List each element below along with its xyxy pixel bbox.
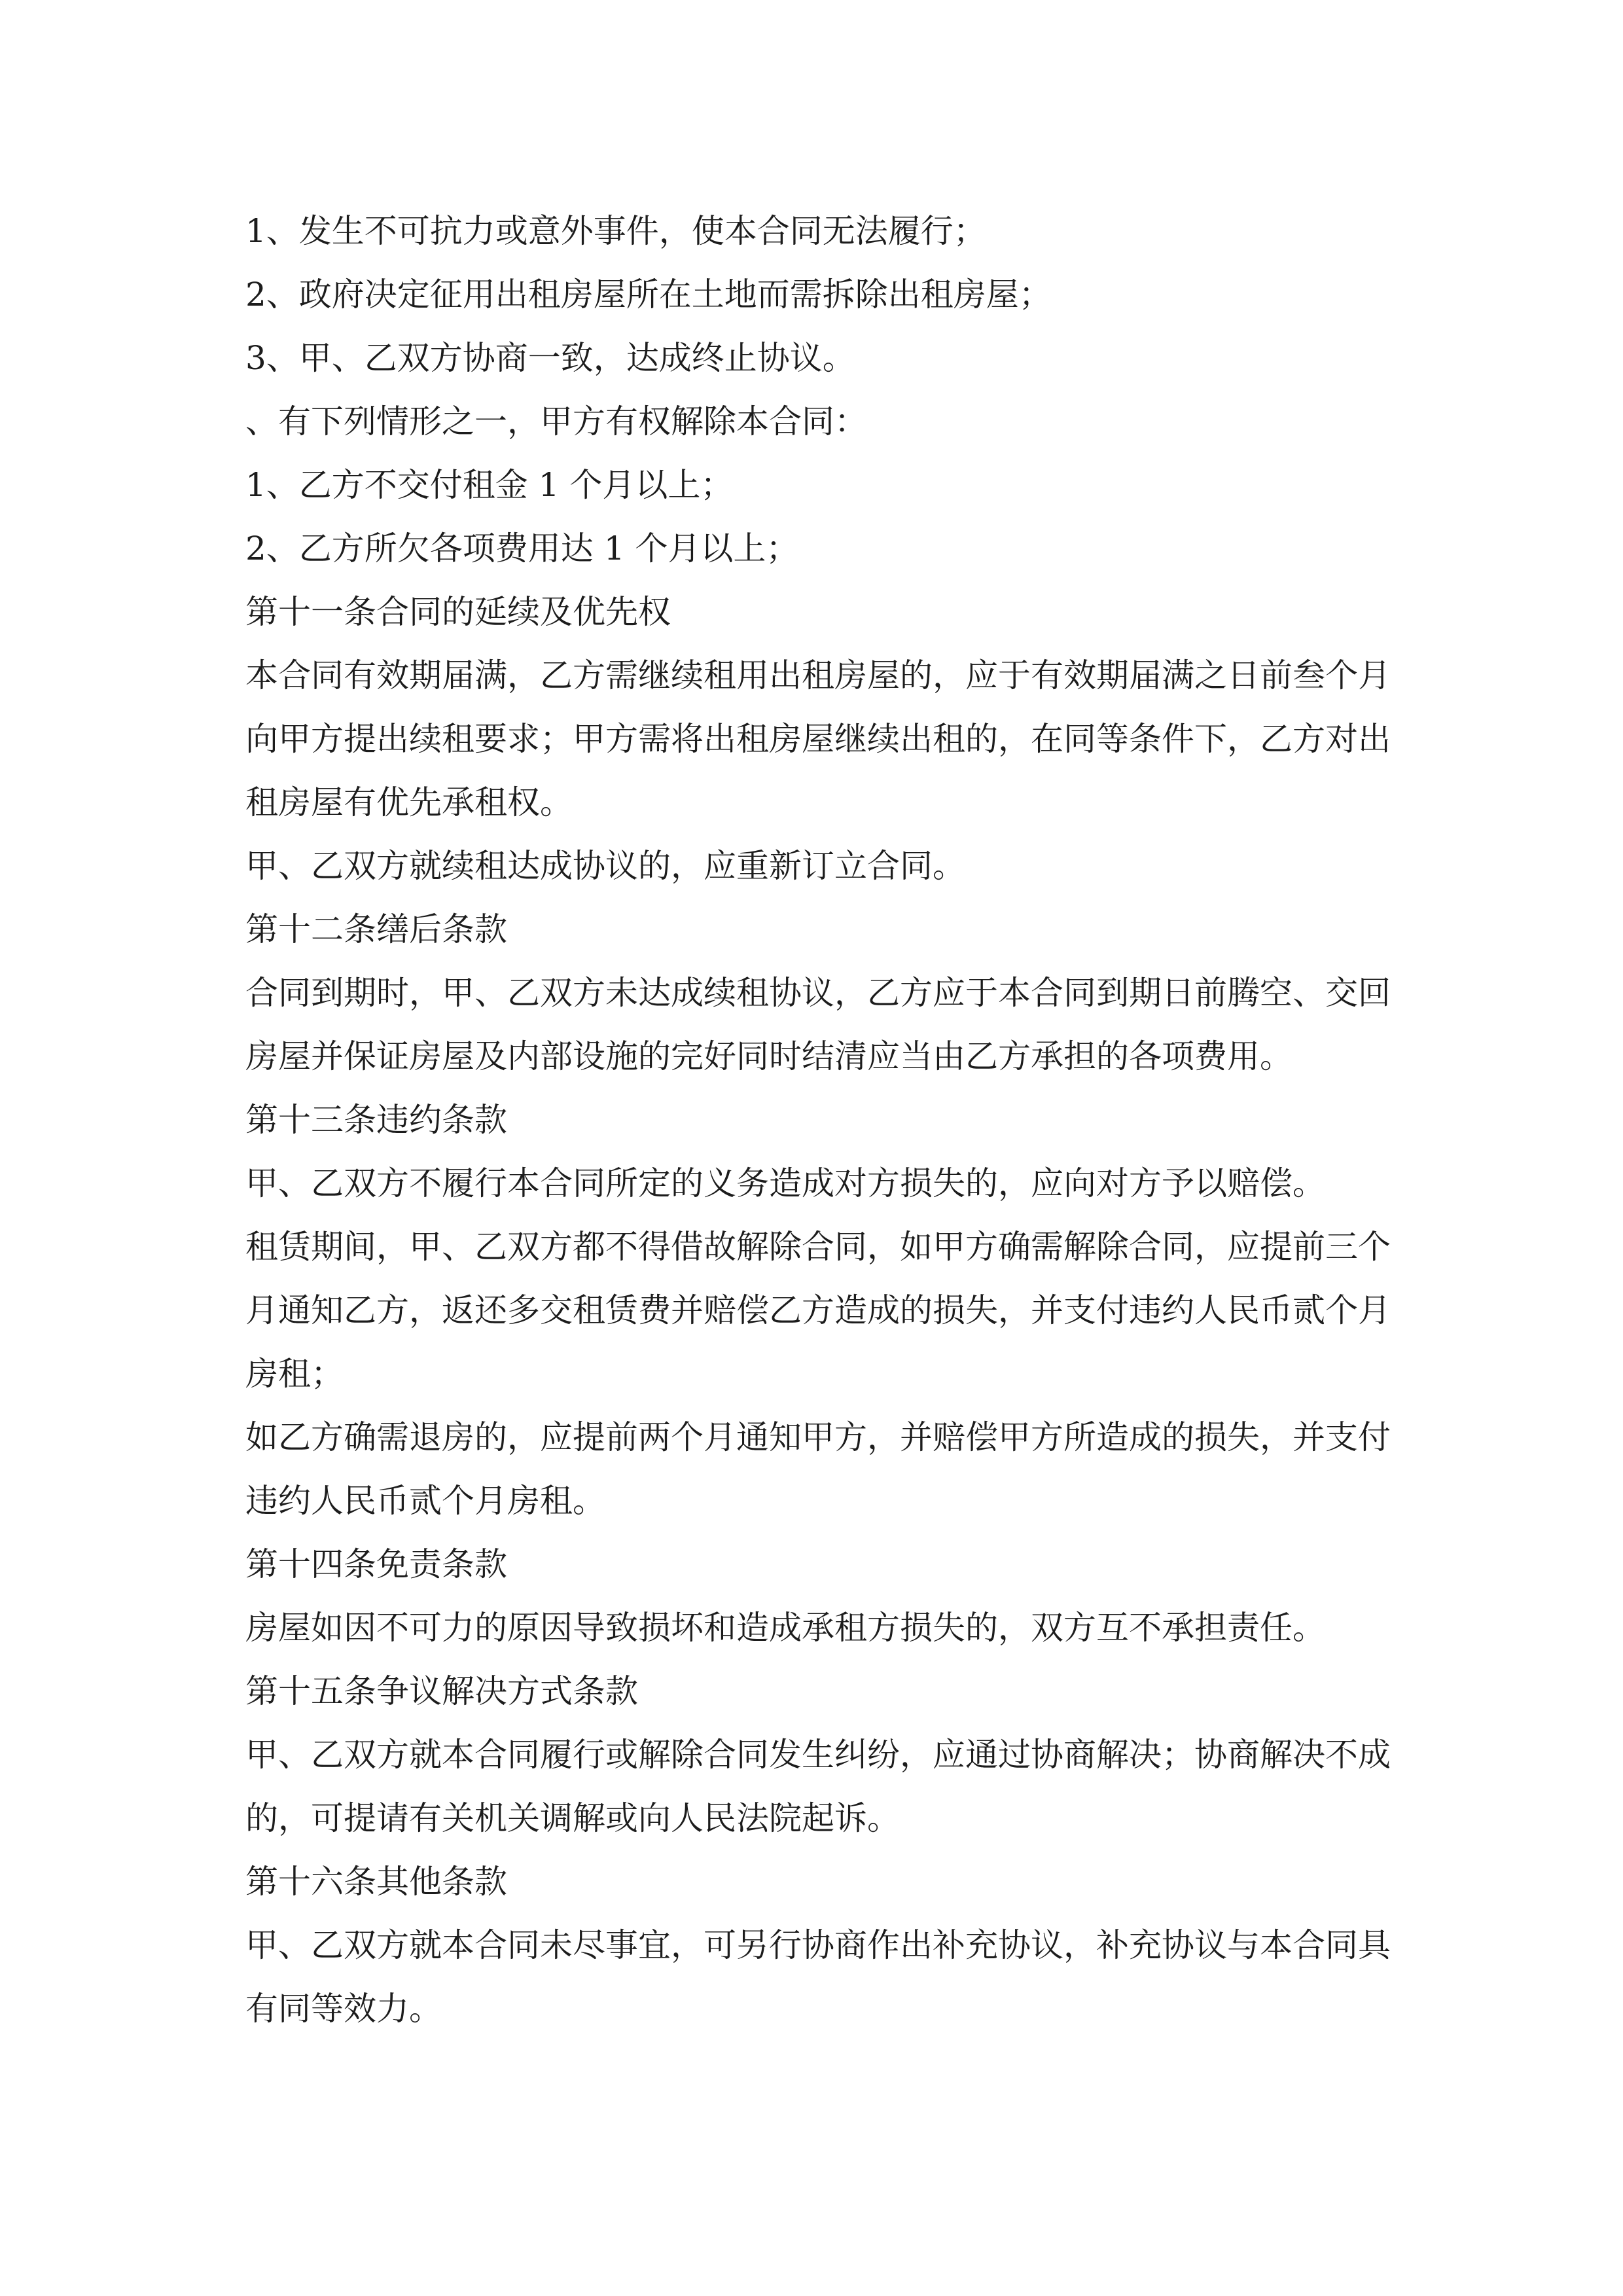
text-line: 租房屋有优先承租权。 [245, 783, 573, 821]
text-line: 甲、乙双方就续租达成协议的，应重新订立合同。 [245, 847, 965, 885]
text-line: 房屋如因不可力的原因导致损坏和造成承租方损失的，双方互不承担责任。 [245, 1609, 1325, 1647]
section-heading: 第十六条其他条款 [245, 1863, 507, 1901]
text-line: 1、发生不可抗力或意外事件，使本合同无法履行； [245, 212, 986, 250]
text-line: 房租； [245, 1355, 344, 1393]
text-line: 违约人民币贰个月房租。 [245, 1482, 605, 1520]
text-line: 2、乙方所欠各项费用达 1 个月以上； [245, 529, 799, 567]
text-line: 甲、乙双方不履行本合同所定的义务造成对方损失的，应向对方予以赔偿。 [245, 1164, 1325, 1202]
text-line: 本合同有效期届满，乙方需继续租用出租房屋的，应于有效期届满之日前叁个月 [245, 656, 1391, 694]
text-line: 2、政府决定征用出租房屋所在土地而需拆除出租房屋； [245, 276, 1052, 314]
text-line: 房屋并保证房屋及内部设施的完好同时结清应当由乙方承担的各项费用。 [245, 1037, 1293, 1075]
text-line: 如乙方确需退房的，应提前两个月通知甲方，并赔偿甲方所造成的损失，并支付 [245, 1418, 1391, 1456]
text-line: 1、乙方不交付租金 1 个月以上； [245, 466, 734, 504]
text-line: 、有下列情形之一，甲方有权解除本合同： [245, 403, 867, 440]
text-line: 向甲方提出续租要求；甲方需将出租房屋继续出租的，在同等条件下，乙方对出 [245, 720, 1391, 758]
text-line: 有同等效力。 [245, 1990, 442, 2028]
section-heading: 第十五条争议解决方式条款 [245, 1672, 638, 1710]
section-heading: 第十二条缮后条款 [245, 910, 507, 948]
section-heading: 第十三条违约条款 [245, 1101, 507, 1139]
text-line: 3、甲、乙双方协商一致，达成终止协议。 [245, 339, 855, 377]
section-heading: 第十四条免责条款 [245, 1545, 507, 1583]
text-line: 合同到期时，甲、乙双方未达成续租协议，乙方应于本合同到期日前腾空、交回 [245, 974, 1391, 1012]
text-line: 甲、乙双方就本合同未尽事宜，可另行协商作出补充协议，补充协议与本合同具 [245, 1926, 1391, 1964]
text-line: 租赁期间，甲、乙双方都不得借故解除合同，如甲方确需解除合同，应提前三个 [245, 1228, 1391, 1266]
text-line: 的，可提请有关机关调解或向人民法院起诉。 [245, 1799, 900, 1837]
text-line: 月通知乙方，返还多交租赁费并赔偿乙方造成的损失，并支付违约人民币贰个月 [245, 1291, 1391, 1329]
text-line: 甲、乙双方就本合同履行或解除合同发生纠纷，应通过协商解决；协商解决不成 [245, 1736, 1391, 1774]
document-body [245, 200, 1391, 2041]
section-heading: 第十一条合同的延续及优先权 [245, 593, 671, 631]
